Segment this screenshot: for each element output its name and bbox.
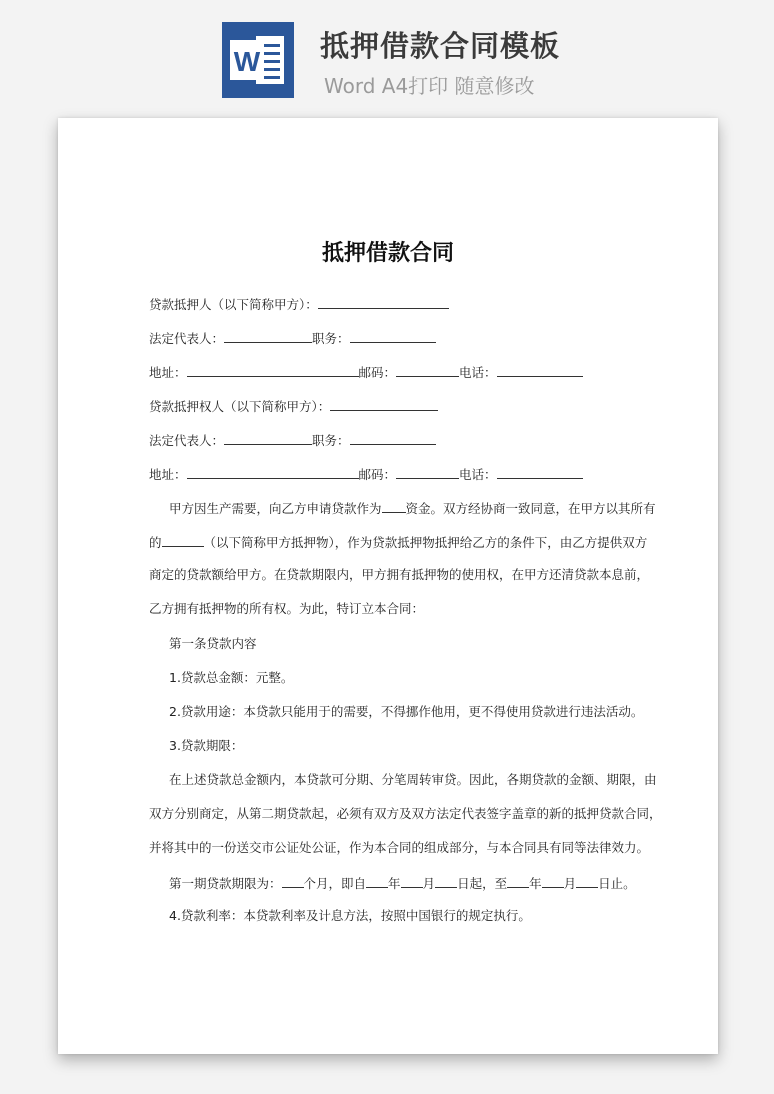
rep-line-1 (149, 329, 436, 347)
page-header (0, 0, 774, 118)
postcode-label-1: 邮码： (358, 365, 397, 380)
address-line-1 (149, 363, 583, 381)
position-label-2: 职务： (312, 433, 350, 448)
rep-label-1: 法定代表人： (149, 331, 225, 346)
first-term-text: 年 (529, 876, 542, 891)
clause-line: 3.贷款期限： (169, 738, 244, 753)
clause-line: 4.贷款利率：本贷款利率及计息方法，按照中国银行的规定执行。 (169, 908, 531, 923)
phone-blank-1[interactable] (497, 363, 583, 377)
template-subtitle: Word A4打印 随意修改 (324, 74, 535, 98)
address-label-1: 地址： (149, 365, 187, 380)
paragraph-text: （以下简称甲方抵押物），作为贷款抵押物抵押给乙方的条件下，由乙方提供双方 (203, 535, 648, 550)
start-year-blank[interactable] (366, 874, 388, 888)
first-term-line (169, 874, 636, 892)
first-term-label: 第一期贷款期限为： (169, 876, 282, 891)
end-month-blank[interactable] (542, 874, 564, 888)
paragraph-text: 的 (149, 535, 162, 550)
clause-line: 2.贷款用途：本贷款只能用于的需要，不得挪作他用，更不得使用贷款进行违法活动。 (169, 704, 644, 719)
rep-blank-1[interactable] (224, 329, 312, 343)
collateral-blank[interactable] (162, 533, 204, 547)
mortgagee-line (149, 397, 438, 415)
paragraph-line: 商定的贷款额给甲方。在贷款期限内，甲方拥有抵押物的使用权，在甲方还清贷款本息前， (149, 567, 650, 582)
postcode-blank-1[interactable] (396, 363, 459, 377)
section-heading: 第一条贷款内容 (169, 636, 257, 651)
address-line-2 (149, 465, 583, 483)
mortgagor-label: 贷款抵押人（以下简称甲方）： (149, 297, 318, 312)
end-day-blank[interactable] (576, 874, 598, 888)
mortgagor-blank[interactable] (318, 295, 449, 309)
mortgagee-label: 贷款抵押权人（以下简称甲方）： (149, 399, 331, 414)
paragraph-line (169, 499, 656, 517)
start-month-blank[interactable] (401, 874, 423, 888)
paragraph-text: 资金。双方经协商一致同意，在甲方以其所有 (405, 501, 656, 516)
postcode-label-2: 邮码： (358, 467, 397, 482)
fund-type-blank[interactable] (382, 499, 406, 513)
document-title: 抵押借款合同 (321, 241, 454, 266)
mortgagor-line (149, 295, 449, 313)
first-term-text: 日起，至 (457, 876, 508, 891)
end-year-blank[interactable] (507, 874, 529, 888)
position-blank-1[interactable] (350, 329, 436, 343)
rep-line-2 (149, 431, 436, 449)
months-blank[interactable] (282, 874, 304, 888)
start-day-blank[interactable] (435, 874, 457, 888)
template-title: 抵押借款合同模板 (320, 29, 561, 63)
paragraph-line: 在上述贷款总金额内，本贷款可分期、分笔周转审贷。因此，各期贷款的金额、期限，由 (169, 772, 657, 787)
mortgagee-blank[interactable] (330, 397, 438, 411)
postcode-blank-2[interactable] (396, 465, 459, 479)
rep-blank-2[interactable] (224, 431, 312, 445)
word-icon (222, 22, 294, 98)
address-blank-2[interactable] (187, 465, 359, 479)
paragraph-line (149, 533, 647, 551)
first-term-text: 年 (388, 876, 401, 891)
clause-line: 1.贷款总金额：元整。 (169, 670, 294, 685)
paragraph-line: 乙方拥有抵押物的所有权。为此，特订立本合同： (149, 601, 425, 616)
word-icon-letter: W (233, 46, 261, 77)
document-page (58, 118, 718, 1054)
paragraph-text: 甲方因生产需要，向乙方申请贷款作为 (169, 501, 382, 516)
first-term-text: 月 (563, 876, 577, 891)
first-term-text: 日止。 (598, 876, 636, 891)
position-blank-2[interactable] (350, 431, 436, 445)
position-label-1: 职务： (312, 331, 350, 346)
address-label-2: 地址： (149, 467, 187, 482)
phone-blank-2[interactable] (497, 465, 583, 479)
paragraph-line: 并将其中的一份送交市公证处公证，作为本合同的组成部分，与本合同具有同等法律效力。 (149, 840, 650, 855)
first-term-text: 月 (422, 876, 436, 891)
address-blank-1[interactable] (187, 363, 359, 377)
phone-label-2: 电话： (459, 467, 497, 482)
phone-label-1: 电话： (459, 365, 497, 380)
rep-label-2: 法定代表人： (149, 433, 225, 448)
first-term-text: 个月，即自 (303, 876, 367, 891)
paragraph-line: 双方分别商定，从第二期贷款起，必须有双方及双方法定代表签字盖章的新的抵押贷款合同， (149, 806, 662, 821)
